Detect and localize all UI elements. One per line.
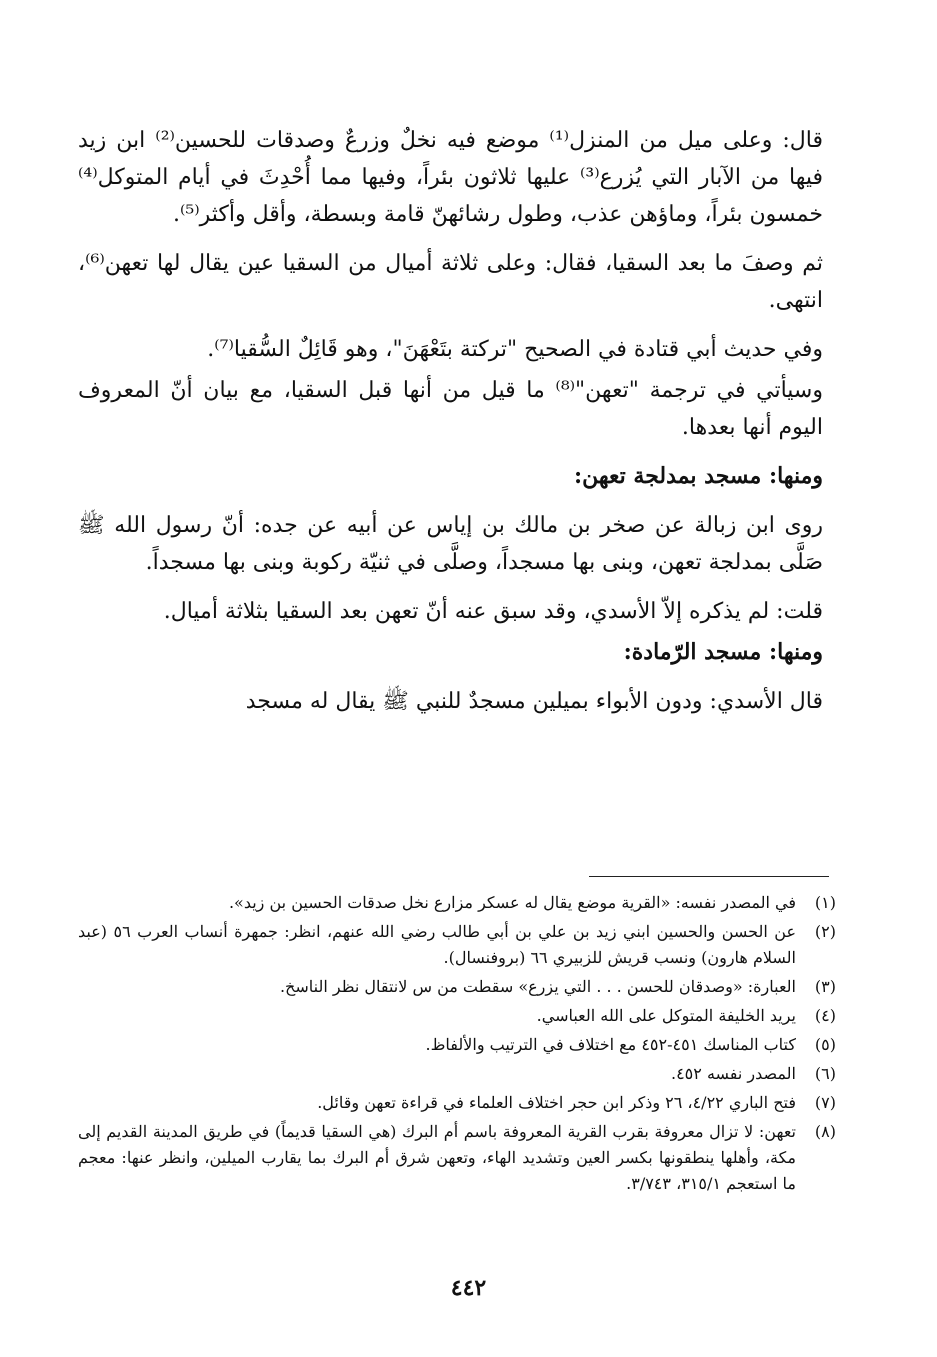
paragraph-6: قلت: لم يذكره إلاّ الأسدي، وقد سبق عنه أنّ تعهن بعد السقيا بثلاثة أميال. xyxy=(163,599,823,624)
footnote-number: (٦) xyxy=(814,1064,836,1083)
footnote-text: يريد الخليفة المتوكل على الله العباسي. xyxy=(536,1006,796,1025)
footnote-text: في المصدر نفسه: «القرية موضع يقال له عسكر مزارع نخل صدقات الحسين بن زيد». xyxy=(228,893,796,912)
footnote xyxy=(78,1003,836,1029)
paragraph-7: قال الأسدي: ودون الأبواء بميلين مسجدٌ للنبي ﷺ يقال له مسجد xyxy=(245,689,823,714)
footnote-text: فتح الباري ٤/٢٢، ٢٦ وذكر ابن حجر اختلاف العلماء في قراءة تعهن وقائل. xyxy=(317,1093,796,1112)
footnote-text: تعهن: لا تزال معروفة بقرب القرية المعروفة باسم أم البرك (هي السقيا قديماً) في طريق المدينة القديم إلى مكة، وأهلها ينطقونها بكسر العين وتشديد الهاء، وتعهن شرق أم البرك بما يقارب الميلين، وانظر عنها: معجم ما استعجم ٣١٥/١، ٣/٧٤٣. xyxy=(78,1122,796,1193)
footnote-number: (١) xyxy=(814,893,836,912)
footnote xyxy=(78,1061,836,1087)
footnote xyxy=(78,974,836,1000)
paragraph-4: وسيأتي في ترجمة "تعهن"⁽⁸⁾ ما قيل من أنها قبل السقيا، مع بيان أنّ المعروف اليوم أنها بعدها. xyxy=(78,378,823,440)
footnote-number: (٢) xyxy=(814,922,836,941)
section-heading-2: ومنها: مسجد الرّمادة: xyxy=(623,639,823,665)
footnote xyxy=(78,1119,836,1197)
footnote-text: عن الحسن والحسين ابني زيد بن علي بن أبي طالب رضي الله عنهم، انظر: جمهرة أنساب العرب ٥٦ (عبد السلام هارون) ونسب قريش للزبيري ٦٦ (بروفنسال). xyxy=(78,922,796,967)
paragraph-3: وفي حديث أبي قتادة في الصحيح "تركتة بتَعْهَنَ"، وهو قَائِلٌ السُّقيا⁽⁷⁾. xyxy=(207,337,823,362)
footnote-number: (٨) xyxy=(814,1122,836,1141)
footnote xyxy=(78,1032,836,1058)
footnote-number: (٤) xyxy=(814,1006,836,1025)
paragraph-1: قال: وعلى ميل من المنزل⁽¹⁾ موضع فيه نخلٌ وزرعٌ وصدقات للحسين⁽²⁾ ابن زيد فيها من الآبار التي يُزرع⁽³⁾ عليها ثلاثون بئراً، وفيها مما أُحْدِثَ في أيام المتوكل⁽⁴⁾ خمسون بئراً، وماؤهن عذب، وطول رشائهنّ قامة وبسطة، وأقل وأكثر⁽⁵⁾. xyxy=(78,128,824,227)
paragraph-5: روى ابن زبالة عن صخر بن مالك بن إياس عن أبيه عن جده: أنّ رسول الله ﷺ صَلَّى بمدلجة تعهن، وبنى بها مسجداً، وصلَّى في ثنيّة ركوبة وبنى بها مسجداً. xyxy=(78,513,823,575)
paragraph-2: ثم وصفَ ما بعد السقيا، فقال: وعلى ثلاثة أميال من السقيا عين يقال لها تعهن⁽⁶⁾، انتهى. xyxy=(78,251,823,313)
footnotes xyxy=(78,890,836,1200)
footnote xyxy=(78,890,836,916)
footnote-text: العبارة: «وصدقان للحسن . . . التي يزرع» سقطت من س لانتقال نظر الناسخ. xyxy=(279,977,796,996)
footnote xyxy=(78,919,836,971)
footnote xyxy=(78,1090,836,1116)
footnote-divider xyxy=(589,876,829,877)
footnote-number: (٣) xyxy=(814,977,836,996)
footnote-text: المصدر نفسه ٤٥٢. xyxy=(670,1064,796,1083)
main-text xyxy=(78,122,823,732)
footnote-number: (٥) xyxy=(814,1035,836,1054)
page-number: ٤٤٢ xyxy=(450,1275,487,1301)
footnote-number: (٧) xyxy=(814,1093,836,1112)
section-heading-1: ومنها: مسجد بمدلجة تعهن: xyxy=(574,463,823,489)
footnote-text: كتاب المناسك ٤٥١-٤٥٢ مع اختلاف في الترتيب والألفاظ. xyxy=(425,1035,796,1054)
